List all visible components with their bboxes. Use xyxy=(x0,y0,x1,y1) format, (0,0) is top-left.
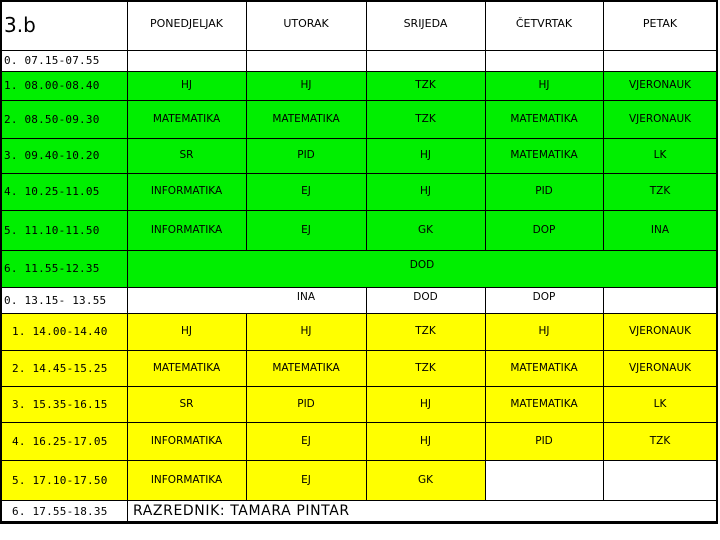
row-divider xyxy=(0,460,718,461)
day-header: PETAK xyxy=(603,0,717,50)
table-border-top xyxy=(0,0,718,2)
row-divider xyxy=(0,422,718,423)
subject-cell xyxy=(127,287,246,313)
subject-cell: LK xyxy=(603,386,717,422)
timetable-cell xyxy=(603,50,717,71)
column-divider xyxy=(246,0,247,250)
subject-cell: EJ xyxy=(246,173,366,210)
subject-cell: TZK xyxy=(603,422,717,460)
subject-cell: PID xyxy=(485,173,603,210)
subject-cell: HJ xyxy=(246,313,366,350)
row-divider xyxy=(0,71,718,72)
subject-cell: HJ xyxy=(366,422,485,460)
timetable-cell xyxy=(127,50,246,71)
subject-cell: MATEMATIKA xyxy=(246,350,366,386)
subject-cell: EJ xyxy=(246,210,366,250)
subject-cell: INA xyxy=(603,210,717,250)
column-divider xyxy=(127,287,128,522)
subject-cell: TZK xyxy=(366,100,485,138)
period-time: 4. 16.25-17.05 xyxy=(0,422,127,460)
subject-cell: TZK xyxy=(366,313,485,350)
subject-cell: LK xyxy=(603,138,717,173)
period-time: 2. 14.45-15.25 xyxy=(0,350,127,386)
subject-cell xyxy=(603,460,717,500)
period-time: 4. 10.25-11.05 xyxy=(0,173,127,210)
row-divider xyxy=(0,250,718,251)
row-divider xyxy=(0,313,718,314)
timetable-cell xyxy=(366,50,485,71)
period-time: 3. 15.35-16.15 xyxy=(0,386,127,422)
column-divider xyxy=(127,250,128,287)
subject-cell: INFORMATIKA xyxy=(127,422,246,460)
row-divider xyxy=(0,138,718,139)
subject-cell: VJERONAUK xyxy=(603,100,717,138)
column-divider xyxy=(127,0,128,250)
subject-cell: TZK xyxy=(366,350,485,386)
subject-cell: SR xyxy=(127,138,246,173)
period-time: 5. 17.10-17.50 xyxy=(0,460,127,500)
subject-cell xyxy=(485,460,603,500)
subject-cell: INFORMATIKA xyxy=(127,173,246,210)
subject-cell: PID xyxy=(246,386,366,422)
subject-cell: HJ xyxy=(127,71,246,100)
subject-cell: INFORMATIKA xyxy=(127,210,246,250)
subject-cell: VJERONAUK xyxy=(603,350,717,386)
day-header: UTORAK xyxy=(246,0,366,50)
day-header: SRIJEDA xyxy=(366,0,485,50)
subject-cell: DOP xyxy=(485,210,603,250)
subject-cell: HJ xyxy=(366,138,485,173)
subject-cell: MATEMATIKA xyxy=(485,350,603,386)
subject-cell xyxy=(603,287,717,313)
period-time: 2. 08.50-09.30 xyxy=(0,100,127,138)
row-divider xyxy=(0,100,718,101)
subject-cell: INA xyxy=(246,287,366,313)
subject-cell: MATEMATIKA xyxy=(485,386,603,422)
timetable-cell xyxy=(246,50,366,71)
column-divider xyxy=(366,287,367,500)
subject-cell: EJ xyxy=(246,422,366,460)
subject-cell: SR xyxy=(127,386,246,422)
subject-cell: MATEMATIKA xyxy=(485,138,603,173)
column-divider xyxy=(603,287,604,500)
subject-cell: HJ xyxy=(366,173,485,210)
period-time: 0. 07.15-07.55 xyxy=(0,50,127,71)
subject-cell: HJ xyxy=(485,313,603,350)
table-border-right xyxy=(716,0,718,523)
column-divider xyxy=(246,313,247,500)
subject-cell: GK xyxy=(366,460,485,500)
subject-cell: TZK xyxy=(366,71,485,100)
subject-cell: HJ xyxy=(366,386,485,422)
subject-cell: PID xyxy=(485,422,603,460)
subject-cell: MATEMATIKA xyxy=(127,100,246,138)
subject-cell: DOD xyxy=(127,250,717,287)
column-divider xyxy=(485,287,486,500)
subject-cell: PID xyxy=(246,138,366,173)
day-header: PONEDJELJAK xyxy=(127,0,246,50)
day-header: ČETVRTAK xyxy=(485,0,603,50)
column-divider xyxy=(603,287,604,313)
subject-cell: HJ xyxy=(246,71,366,100)
subject-cell: VJERONAUK xyxy=(603,313,717,350)
column-divider xyxy=(127,287,128,313)
row-divider xyxy=(0,350,718,351)
subject-cell: MATEMATIKA xyxy=(127,350,246,386)
period-time: 5. 11.10-11.50 xyxy=(0,210,127,250)
subject-cell: TZK xyxy=(603,173,717,210)
subject-cell: MATEMATIKA xyxy=(246,100,366,138)
subject-cell: DOD xyxy=(366,287,485,313)
subject-cell: MATEMATIKA xyxy=(485,100,603,138)
period-time: 6. 17.55-18.35 xyxy=(0,500,127,522)
subject-cell: VJERONAUK xyxy=(603,71,717,100)
column-divider xyxy=(366,0,367,250)
period-time: 0. 13.15- 13.55 xyxy=(0,287,127,313)
row-divider xyxy=(0,386,718,387)
column-divider xyxy=(485,0,486,250)
row-divider xyxy=(0,500,718,501)
row-divider xyxy=(0,173,718,174)
row-divider xyxy=(0,210,718,211)
subject-cell: HJ xyxy=(485,71,603,100)
column-divider xyxy=(603,0,604,250)
period-time: 1. 14.00-14.40 xyxy=(0,313,127,350)
table-border-bottom xyxy=(0,521,718,524)
subject-cell: HJ xyxy=(127,313,246,350)
subject-cell: GK xyxy=(366,210,485,250)
subject-cell: EJ xyxy=(246,460,366,500)
class-title: 3.b xyxy=(0,0,127,50)
row-divider xyxy=(0,50,718,51)
period-time: 1. 08.00-08.40 xyxy=(0,71,127,100)
period-time: 3. 09.40-10.20 xyxy=(0,138,127,173)
subject-cell: INFORMATIKA xyxy=(127,460,246,500)
period-time: 6. 11.55-12.35 xyxy=(0,250,127,287)
row-divider xyxy=(0,287,718,288)
class-teacher-label: RAZREDNIK: TAMARA PINTAR xyxy=(127,500,717,522)
timetable-cell xyxy=(485,50,603,71)
subject-cell: DOP xyxy=(485,287,603,313)
table-border-left xyxy=(0,0,2,523)
